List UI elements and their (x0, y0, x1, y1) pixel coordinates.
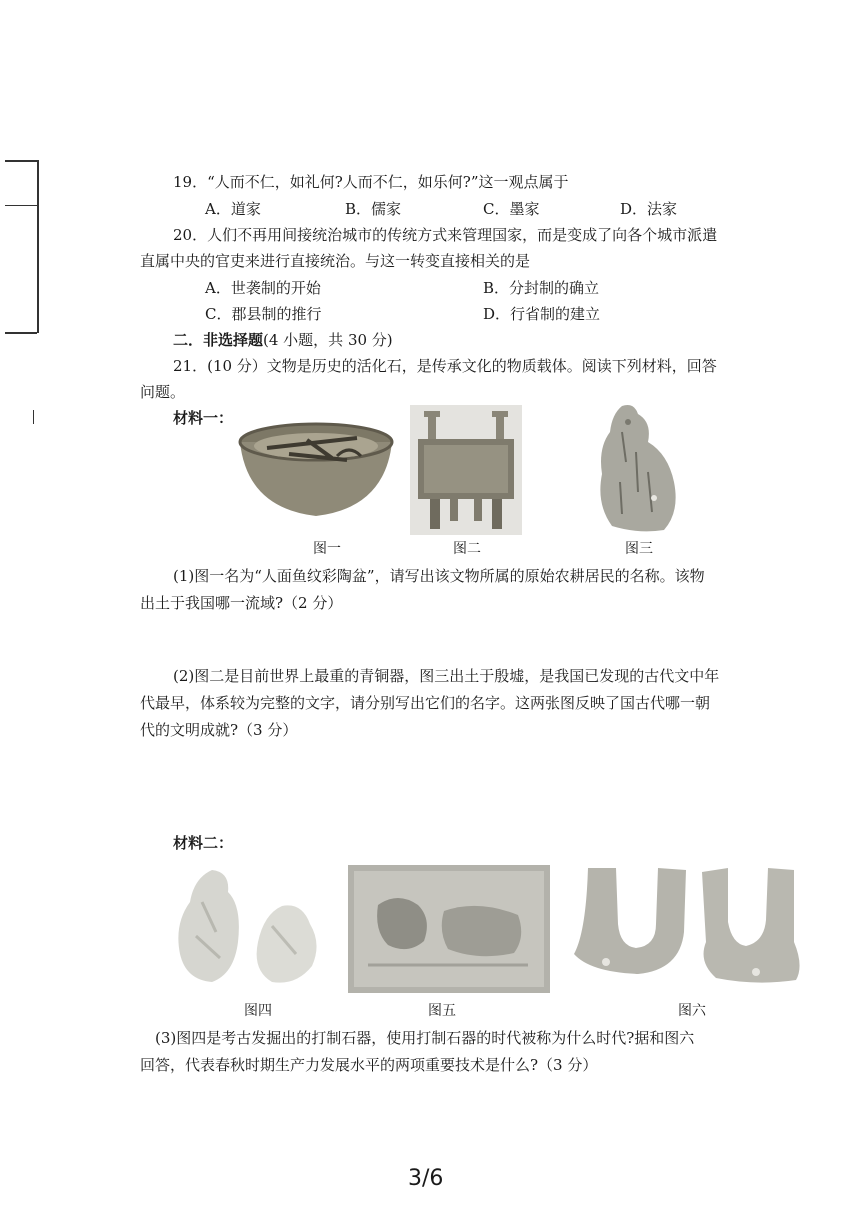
q19-option-d: D．法家 (620, 200, 678, 218)
q20-stem-line1: 20．人们不再用间接统治城市的传统方式来管理国家，而是变成了向各个城市派遣 (173, 226, 718, 244)
q19-option-a: A．道家 (205, 200, 261, 218)
material2-label: 材料二： (173, 834, 234, 852)
material1-label: 材料一： (173, 409, 234, 427)
figure-1-pottery-basin (237, 420, 395, 520)
figure-4-chipped-stone-tools (172, 862, 332, 992)
figure-2-caption: 图二 (453, 541, 481, 557)
section2-heading (173, 330, 393, 350)
figure-4-caption: 图四 (244, 1003, 272, 1019)
binding-line-mid (5, 205, 37, 206)
sub2-line1: (2)图二是目前世界上最重的青铜器，图三出土于殷墟，是我国已发现的古代文中年 (173, 667, 720, 685)
sub3-line1: (3)图四是考古发掘出的打制石器，使用打制石器的时代被称为什么时代?据和图六 (155, 1029, 695, 1047)
binding-line-vertical (37, 160, 39, 333)
figure-3-oracle-bone (592, 402, 682, 534)
sub1-line2: 出土于我国哪一流域?（2 分） (140, 594, 343, 612)
binding-line-bottom (5, 332, 37, 334)
sub2-line2: 代最早，体系较为完整的文字，请分别写出它们的名字。这两张图反映了国古代哪一朝 (140, 694, 711, 712)
figure-1-caption: 图一 (313, 541, 341, 557)
figure-6-caption: 图六 (678, 1003, 706, 1019)
q21-intro-line2: 问题。 (140, 383, 186, 401)
figure-5-relief (348, 865, 550, 993)
section2-note: (4 小题，共 30 分) (263, 331, 393, 349)
sub3-line2: 回答，代表春秋时期生产力发展水平的两项重要技术是什么?（3 分） (140, 1056, 598, 1074)
q20-option-b: B．分封制的确立 (483, 279, 600, 297)
binding-line-top (5, 160, 37, 162)
q20-option-d: D．行省制的建立 (483, 305, 601, 323)
q20-stem-line2: 直属中央的官吏来进行直接统治。与这一转变直接相关的是 (140, 252, 531, 270)
section2-title: 二．非选择题 (173, 331, 264, 349)
figure-3-caption: 图三 (625, 541, 653, 557)
q20-option-c: C．郡县制的推行 (205, 305, 322, 323)
q19-stem: 19．“人而不仁，如礼何?人而不仁，如乐何?”这一观点属于 (173, 173, 569, 191)
sub1-line1: (1)图一名为“人面鱼纹彩陶盆”，请写出该文物所属的原始农耕居民的名称。该物 (173, 567, 705, 585)
q19-option-c: C．墨家 (483, 200, 540, 218)
q21-intro-line1: 21．(10 分）文物是历史的活化石，是传承文化的物质载体。阅读下列材料，回答 (173, 357, 717, 375)
q20-option-a: A．世袭制的开始 (205, 279, 321, 297)
figure-2-bronze-ding (410, 405, 522, 535)
q19-option-b: B．儒家 (345, 200, 402, 218)
figure-6-iron-tools (566, 862, 818, 990)
figure-5-caption: 图五 (428, 1003, 456, 1019)
margin-tick (33, 410, 34, 424)
sub2-line3: 代的文明成就?（3 分） (140, 721, 298, 739)
page-number: 3/6 (408, 1166, 444, 1191)
